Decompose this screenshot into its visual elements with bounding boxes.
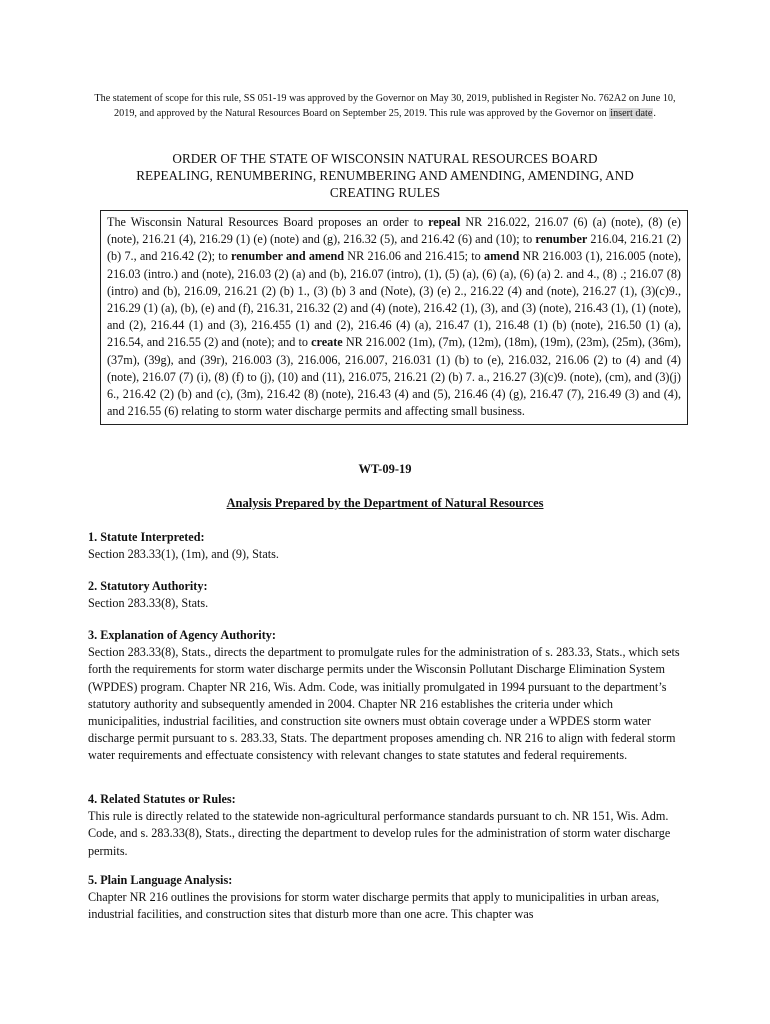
repeal-items: NR 216.022, 216.07 (6) (a) (note), (8) (e) (note), 216.21 (4), 216.29 (1) (e) (note) and (g), 216.32 (5), and 216.42 (6) and (10); to xyxy=(107,215,681,247)
summary-intro: The Wisconsin Natural Resources Board proposes an order to xyxy=(107,215,429,229)
order-title-line-3: CREATING RULES xyxy=(329,185,441,200)
order-title-line-2: REPEALING, RENUMBERING, RENUMBERING AND AMENDING, AMENDING, AND xyxy=(136,168,634,183)
section-agency-authority xyxy=(88,627,682,765)
insert-date-placeholder: insert date xyxy=(610,107,653,119)
section-statutory-authority xyxy=(88,578,682,612)
section-plain-language-analysis xyxy=(88,872,682,924)
keyword-renumber: renumber xyxy=(535,232,588,247)
section-body: This rule is directly related to the statewide non-agricultural performance standards pursuant to ch. NR 151, Wis. Adm. Code, and s. 283.33(8), Stats., directing the department to develop rules for the administration of storm water discharge permits. xyxy=(88,809,671,858)
section-body: Section 283.33(8), Stats., directs the department to promulgate rules for the administration of s. 283.33, Stats., which sets forth the requirements for storm water discharge permits under the Wisconsin Pollutant Discharge Elimination System (WPDES) program. Chapter NR 216, Wis. Adm. Code, was initially promulgated in 1994 pursuant to the department’s statutory authority and subsequently amended in 2004. Chapter NR 216 establishes the criteria under which municipalities, industrial facilities, and construction site owners must obtain coverage under a WPDES storm water discharge permit pursuant to s. 283.33, Stats. The department proposes amending ch. NR 216 to align with federal storm water requirements and effectuate consistency with relevant changes to state statutes and federal requirements. xyxy=(88,645,680,763)
section-heading: 5. Plain Language Analysis: xyxy=(88,873,233,887)
renumber-items: 216.04, 216.21 (2) (b) 7., and 216.42 (2); to xyxy=(107,232,681,264)
order-title-line-1: ORDER OF THE STATE OF WISCONSIN NATURAL RESOURCES BOARD xyxy=(172,151,598,166)
amend-items: NR 216.003 (1), 216.005 (note), 216.03 (intro.) and (note), 216.03 (2) (a) and (b), 216.07 (intro), (1), (5) (a), (6) (a), (6) (a) 2. and 4., (8) .; 216.07 (8) (intro) and (b), 216.09, 216.21 (2) (b) 1., (3) (b) 3 and (Note), (3) (e) 2., 216.22 (4) and (note), 216.27 (1), (3)(c)9., 216.29 (1) (a), (b), (e) and (f), 216.31, 216.32 (2) and (4) (note), 216.42 (1), (3), and (3) (note), 216.43 (1), (1) (note), and (2), 216.44 (1) and (3), 216.455 (1) and (2), 216.46 (4) (a), 216.47 (1), 216.48 (1) (b) (note), 216.50 (1) (a), 216.54, and 216.55 (2) and (note); and to xyxy=(107,249,682,350)
analysis-title-text: Analysis Prepared by the Department of Natural Resources xyxy=(226,496,544,510)
renumber-amend-items: NR 216.06 and 216.415; to xyxy=(344,249,485,264)
section-related-statutes xyxy=(88,791,682,860)
section-heading: 2. Statutory Authority: xyxy=(88,579,208,593)
section-body: Section 283.33(1), (1m), and (9), Stats. xyxy=(88,547,279,562)
section-body: Section 283.33(8), Stats. xyxy=(88,596,209,611)
document-id: WT-09-19 xyxy=(358,462,412,476)
section-heading: 1. Statute Interpreted: xyxy=(88,530,205,544)
keyword-renumber-and-amend: renumber and amend xyxy=(231,249,345,264)
keyword-amend: amend xyxy=(484,249,520,264)
keyword-repeal: repeal xyxy=(428,215,461,229)
analysis-title xyxy=(88,496,682,511)
keyword-create: create xyxy=(311,335,343,350)
section-heading: 3. Explanation of Agency Authority: xyxy=(88,628,276,642)
create-items: NR 216.002 (1m), (7m), (12m), (18m), (19m), (23m), (25m), (36m), (37m), (39g), and (39r), 216.003 (3), 216.006, 216.007, 216.031 (1) (b) to (e), 216.032, 216.06 (2) to (4) and (4) (note), 216.07 (7) (i), (8) (f) to (j), (10) and (11), 216.075, 216.21 (2) (b) 7. a., 216.27 (3)(c)9. (note), (cm), and (3)(j) 6., 216.42 (2) (b) and (c), (3m), 216.42 (8) (note), 216.43 (4) and (5), 216.46 (4) (g), 216.47 (7), 216.49 (3) and (4), and 216.55 (6) relating to storm water discharge permits and affecting small business. xyxy=(107,335,682,419)
scope-text: The statement of scope for this rule, SS 051-19 was approved by the Governor on May 30, 2019, published in Register No. 762A2 on June 10, 2019, and approved by the Natural Resources Board on September 25, 2019. This rule was approved by the Governor on xyxy=(94,93,676,119)
scope-statement xyxy=(88,92,682,121)
rule-summary-box xyxy=(100,210,688,425)
scope-end: . xyxy=(653,107,656,119)
section-statute-interpreted xyxy=(88,529,682,563)
section-body: Chapter NR 216 outlines the provisions for storm water discharge permits that apply to municipalities in urban areas, industrial facilities, and construction sites that disturb more than one acre. This chapter was xyxy=(88,890,660,922)
section-heading: 4. Related Statutes or Rules: xyxy=(88,792,236,806)
order-title xyxy=(88,150,682,201)
